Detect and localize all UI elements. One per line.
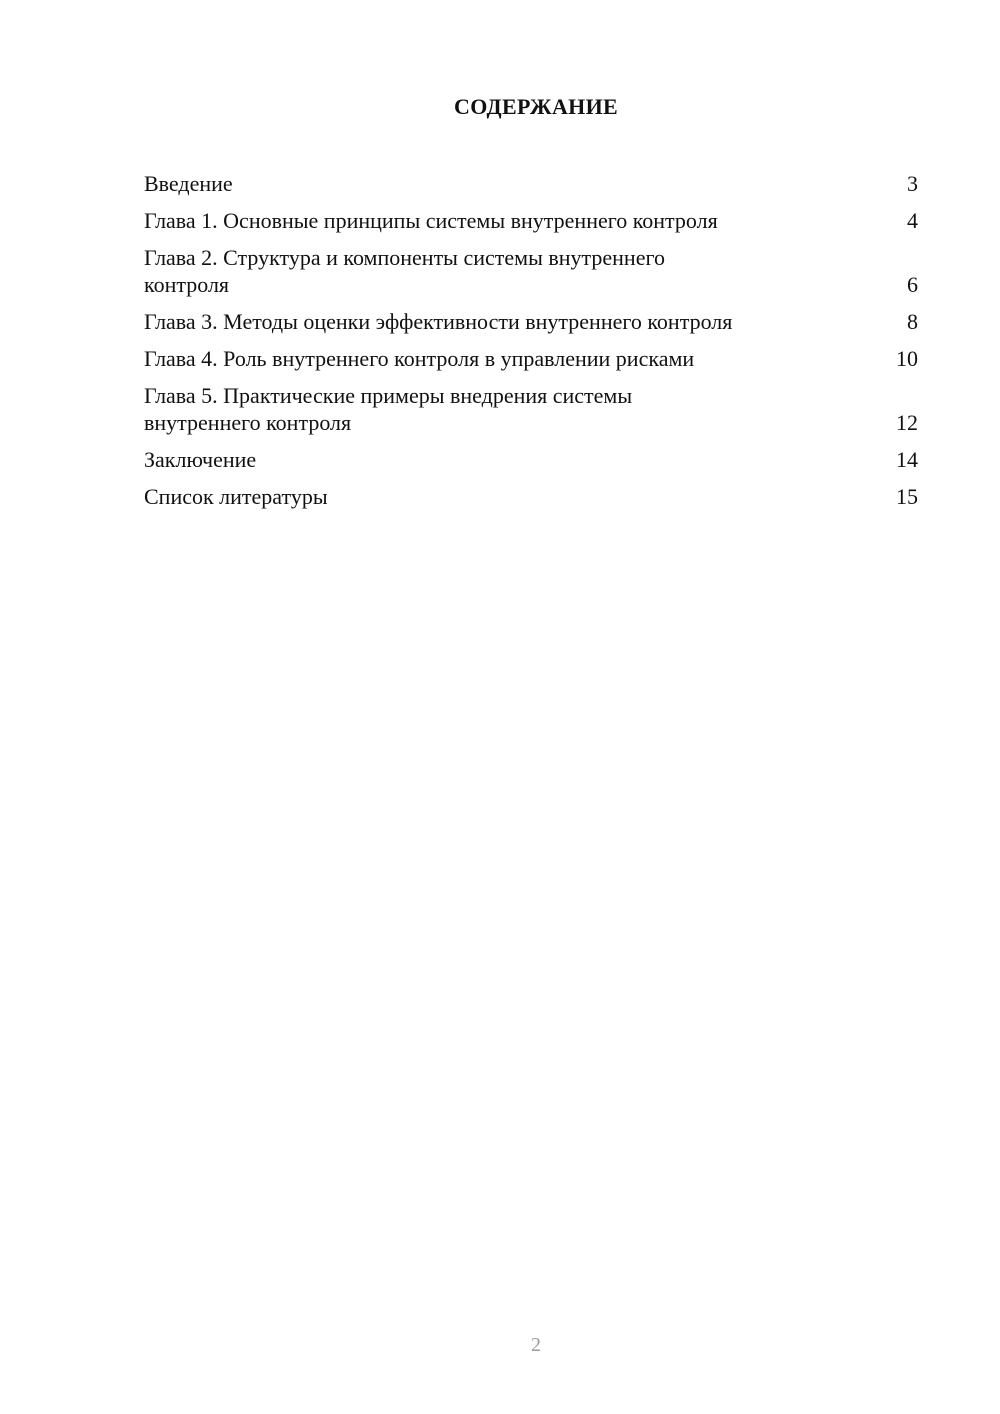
toc-entry-title: Заключение [144, 447, 257, 472]
toc-entry-page: 8 [907, 309, 918, 334]
toc-entry-chapter-3 [144, 308, 918, 335]
toc-entry-page: 10 [896, 346, 918, 371]
toc-entry-introduction [144, 170, 918, 197]
toc-entry-page: 12 [896, 410, 918, 435]
toc-entry-title: Глава 2. Структура и компоненты системы внутреннего контроля [144, 245, 665, 297]
toc-entry-title: Введение [144, 171, 233, 196]
toc-entry-title: Глава 4. Роль внутреннего контроля в управлении рисками [144, 346, 695, 371]
toc-entry-conclusion [144, 446, 918, 473]
toc-entry-title: Глава 1. Основные принципы системы внутреннего контроля [144, 208, 718, 233]
toc-entry-chapter-5 [144, 382, 918, 436]
toc-entry-page: 4 [907, 208, 918, 233]
toc-entry-title: Глава 5. Практические примеры внедрения системы внутреннего контроля [144, 383, 633, 435]
toc-entry-page: 6 [907, 272, 918, 297]
table-of-contents [144, 170, 918, 520]
page-number: 2 [531, 1334, 541, 1356]
toc-entry-chapter-4 [144, 345, 918, 372]
toc-entry-page: 3 [907, 171, 918, 196]
toc-entry-page: 15 [896, 484, 918, 509]
toc-entry-title: Список литературы [144, 484, 328, 509]
toc-entry-chapter-2 [144, 244, 918, 298]
toc-entry-references [144, 483, 918, 510]
toc-entry-chapter-1 [144, 207, 918, 234]
toc-entry-page: 14 [896, 447, 918, 472]
toc-entry-title: Глава 3. Методы оценки эффективности внутреннего контроля [144, 309, 733, 334]
page-title: СОДЕРЖАНИЕ [454, 94, 618, 119]
